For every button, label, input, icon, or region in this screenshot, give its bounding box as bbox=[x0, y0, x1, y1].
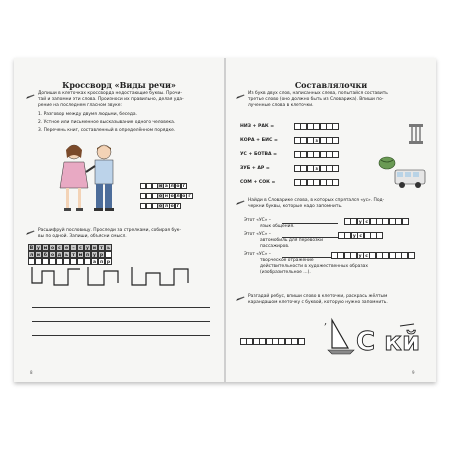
answer-cell[interactable] bbox=[332, 165, 339, 172]
crossword-cell: о bbox=[170, 204, 174, 209]
book-spread bbox=[14, 58, 436, 382]
letter-grid bbox=[28, 244, 112, 265]
answer-cell: з bbox=[313, 165, 320, 172]
answer-cell[interactable] bbox=[332, 179, 339, 186]
children-illustration bbox=[54, 138, 124, 218]
pencil-icon bbox=[26, 230, 35, 235]
clue-2: 2. Устное или письменное высказывание одного человека. bbox=[38, 120, 176, 125]
us-answer-1 bbox=[344, 218, 408, 225]
us-item-3-desc3: (изобразительное …). bbox=[260, 270, 311, 275]
us-item-1: Этот «УС» – bbox=[244, 218, 271, 223]
rebus-letters: С к bbox=[356, 327, 402, 356]
svg-text:,: , bbox=[324, 316, 328, 327]
task2-line2: вы по одной. Запиши, объясни смысл. bbox=[38, 234, 127, 239]
answer-cell: у bbox=[357, 218, 364, 225]
answer-cell[interactable] bbox=[408, 252, 415, 259]
grid-cell: у bbox=[84, 244, 91, 251]
pencil-icon bbox=[26, 94, 35, 99]
grid-cell: р bbox=[106, 260, 111, 265]
crossword-row bbox=[140, 193, 192, 199]
crossword-cell: л bbox=[164, 204, 169, 209]
word-answer bbox=[294, 179, 339, 186]
grid-cell: п bbox=[99, 260, 104, 265]
word-equation: ЗУБ + АР = bbox=[240, 166, 270, 171]
page-number: 8 bbox=[30, 370, 33, 375]
grid-cell: б bbox=[43, 253, 48, 258]
crossword-cell: о bbox=[176, 184, 180, 189]
grid-cell: с bbox=[56, 244, 63, 251]
us-item-2-desc: автомобиль для перевозки bbox=[260, 238, 323, 243]
task1-line2: тай и запомни эти слова. Произноси их правильно, делая уда- bbox=[38, 97, 184, 102]
us-item-2-desc2: пассажиров. bbox=[260, 244, 290, 249]
us-item-1-desc: язык общения. bbox=[260, 224, 295, 229]
rtask1-line3: лученные слова в клеточки. bbox=[248, 103, 314, 108]
left-page-title: Кросcворд «Виды речи» bbox=[62, 80, 176, 90]
answer-cell[interactable] bbox=[332, 151, 339, 158]
word-answer bbox=[294, 151, 339, 158]
grid-cell: л bbox=[29, 253, 34, 258]
grid-cell: – bbox=[70, 244, 77, 251]
rtask3-line2: карандашом клеточку с буквой, которую нужно запомнить. bbox=[248, 300, 388, 305]
crossword-cell: г bbox=[181, 183, 187, 189]
us-item-3-desc2: действительности в художественных образах bbox=[260, 264, 368, 269]
pencil-icon bbox=[236, 296, 245, 301]
arrow-path bbox=[28, 263, 208, 293]
word-equation: СОМ + СОК = bbox=[240, 180, 276, 185]
clue-3: 3. Перечень книг, составленный в определённом порядке. bbox=[38, 128, 176, 133]
grid-cell: р bbox=[99, 253, 104, 258]
us-answer-2 bbox=[338, 232, 383, 239]
answer-cell: с bbox=[357, 232, 364, 239]
grid-cell: д bbox=[57, 253, 62, 258]
grid-cell: у bbox=[35, 244, 42, 251]
page-number: 9 bbox=[412, 370, 415, 375]
word-equation: КОРА + БИС = bbox=[240, 138, 278, 143]
answer-line[interactable] bbox=[282, 237, 338, 238]
grid-cell[interactable] bbox=[105, 251, 112, 258]
crossword-cell: о bbox=[159, 204, 163, 209]
grid-cell: е bbox=[64, 246, 69, 251]
crossword-cell: о bbox=[159, 194, 163, 199]
crossword-cell: о bbox=[170, 194, 174, 199]
answer-cell: с bbox=[363, 218, 370, 225]
word-answer bbox=[294, 137, 339, 144]
grid-cell: о bbox=[50, 253, 55, 258]
crossword-cell: о bbox=[182, 194, 186, 199]
pencil-icon bbox=[236, 94, 245, 99]
grid-cell: с bbox=[77, 244, 84, 251]
answer-cell[interactable] bbox=[376, 232, 383, 239]
crossword-row bbox=[140, 183, 186, 189]
us-item-2: Этот «УС» – bbox=[244, 232, 271, 237]
grid-cell: м bbox=[43, 246, 48, 251]
crossword-cell: а bbox=[164, 184, 168, 189]
rtask3-line1: Разгадай ребус, впиши слово в клеточки, раскрась жёлтым bbox=[248, 294, 388, 299]
word-equation: НИЗ + РАК = bbox=[240, 124, 275, 129]
crossword-cell: г bbox=[186, 193, 192, 199]
grid-cell: и bbox=[36, 253, 41, 258]
answer-line[interactable] bbox=[282, 257, 338, 258]
answer-cell[interactable] bbox=[298, 338, 305, 345]
grid-cell: и bbox=[92, 246, 97, 251]
crossword-cell: л bbox=[170, 184, 174, 189]
us-item-3-desc: творческое отражение bbox=[260, 258, 314, 263]
grid-cell: т bbox=[70, 251, 77, 258]
rebus-answer bbox=[240, 338, 304, 345]
word-answer bbox=[294, 123, 339, 130]
clue-1: 1. Разговор между двумя людьми, беседа. bbox=[38, 112, 138, 117]
grid-cell: ь bbox=[105, 244, 112, 251]
grid-cell: а bbox=[92, 260, 97, 265]
grid-cell: у bbox=[91, 251, 98, 258]
us-item-3: Этот «УС» – bbox=[244, 252, 271, 257]
answer-cell: с bbox=[363, 252, 370, 259]
left-page bbox=[14, 58, 224, 382]
answer-line[interactable] bbox=[32, 321, 210, 322]
answer-line[interactable] bbox=[32, 335, 210, 336]
pencil-icon bbox=[236, 200, 245, 205]
grid-cell: м bbox=[78, 253, 83, 258]
answer-cell: у bbox=[357, 252, 364, 259]
crossword-cell: н bbox=[164, 194, 168, 199]
answer-line[interactable] bbox=[282, 223, 338, 224]
rtask2-line1: Найди в Словарике слова, в которых спрятался «ус». Под- bbox=[248, 198, 385, 203]
rtask1-line2: третье слово (оно должно быть из Словарика). Впиши по- bbox=[248, 97, 384, 102]
crossword-row bbox=[140, 203, 181, 209]
crossword-cell: г bbox=[175, 203, 181, 209]
rebus-end: й bbox=[402, 327, 421, 356]
rebus-picture bbox=[322, 312, 426, 356]
crossword-cell: л bbox=[176, 194, 180, 199]
task1-line1: Допиши в клеточках кроссворда недостающие буквы. Прочи- bbox=[38, 91, 182, 96]
grid-cell: В bbox=[29, 246, 34, 251]
grid-cell: ь bbox=[63, 251, 70, 258]
grid-cell: п bbox=[85, 253, 90, 258]
right-page-title: Составлялочки bbox=[294, 80, 368, 90]
rtask1-line1: Из букв двух слов, написанных слева, попытайся составить bbox=[248, 91, 388, 96]
task1-line3: рение на последнем гласном звуке: bbox=[38, 103, 122, 108]
column-icon bbox=[408, 124, 424, 144]
word-equation: УС + БОТВА = bbox=[240, 152, 278, 157]
answer-cell[interactable] bbox=[332, 137, 339, 144]
answer-cell[interactable] bbox=[402, 218, 409, 225]
task2-line1: Расшифруй пословицу. Проследи за стрелками, собирая бук- bbox=[38, 228, 181, 233]
grid-cell: т bbox=[98, 244, 105, 251]
word-answer bbox=[294, 165, 339, 172]
grid-cell: о bbox=[50, 246, 55, 251]
crossword-cell: и bbox=[159, 184, 163, 189]
answer-cell[interactable] bbox=[332, 123, 339, 130]
rtask2-line2: черкни буквы, которые надо запомнить. bbox=[248, 204, 343, 209]
answer-cell: у bbox=[351, 232, 358, 239]
bus-icon bbox=[394, 168, 426, 190]
right-page bbox=[226, 58, 436, 382]
answer-line[interactable] bbox=[32, 307, 210, 308]
answer-cell: з bbox=[313, 137, 320, 144]
us-answer-3 bbox=[331, 252, 414, 259]
